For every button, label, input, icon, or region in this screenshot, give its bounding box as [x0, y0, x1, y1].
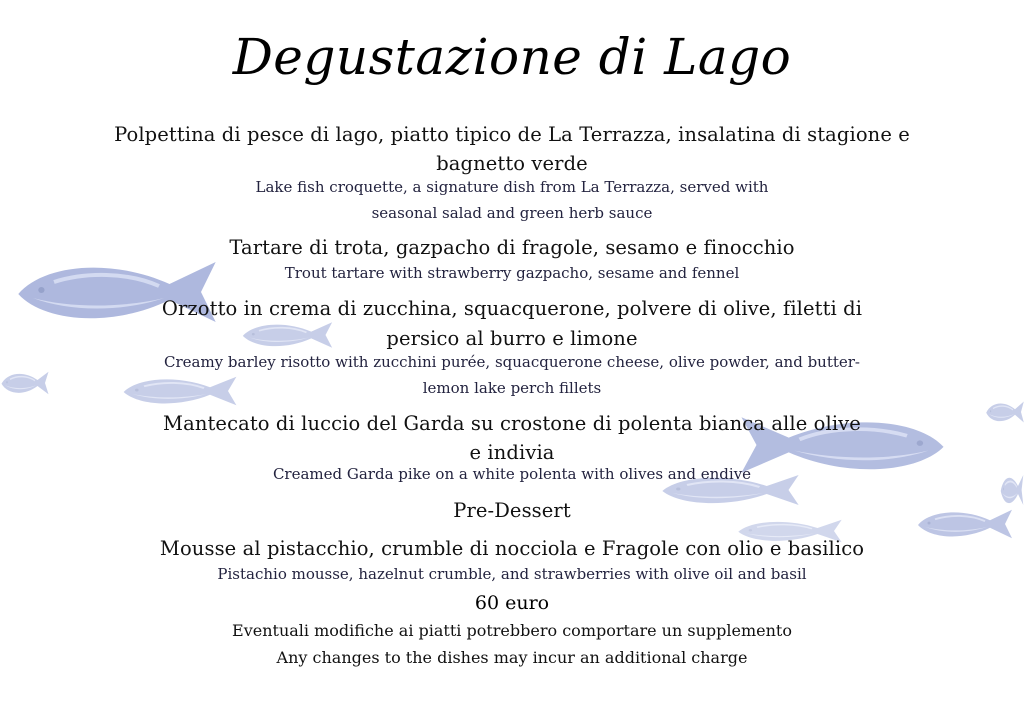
course-1-english-line-2: seasonal salad and green herb sauce	[371, 204, 653, 222]
course-3-italian-line-2: persico al burro e limone	[386, 327, 638, 350]
pre-dessert-label: Pre-Dessert	[453, 499, 571, 522]
course-4-english-line-1: Creamed Garda pike on a white polenta with olives and endive	[272, 465, 752, 483]
menu-price: 60 euro	[474, 592, 550, 614]
supplement-note-italian: Eventuali modifiche ai piatti potrebbero comportare un supplemento	[232, 621, 792, 640]
course-1-english-line-1: Lake fish croquette, a signature dish from La Terrazza, served with	[255, 178, 769, 196]
dessert-english-line-1: Pistachio mousse, hazelnut crumble, and strawberries with olive oil and basil	[217, 565, 807, 583]
course-1-italian-line-2: bagnetto verde	[436, 152, 588, 175]
course-3-english-line-2: lemon lake perch fillets	[422, 379, 602, 397]
course-2-italian-line-1: Tartare di trota, gazpacho di fragole, sesamo e finocchio	[229, 236, 795, 259]
course-2-english-line-1: Trout tartare with strawberry gazpacho, sesame and fennel	[284, 264, 740, 282]
menu-title: Degustazione di Lago	[232, 28, 792, 86]
course-4-italian-line-2: e indivia	[469, 441, 555, 464]
course-1-italian-line-1: Polpettina di pesce di lago, piatto tipico de La Terrazza, insalatina di stagione e	[114, 123, 910, 146]
course-3-english-line-1: Creamy barley risotto with zucchini purée, squacquerone cheese, olive powder, and butter-	[163, 353, 861, 371]
dessert-italian-line-1: Mousse al pistacchio, crumble di nocciola e Fragole con olio e basilico	[159, 537, 865, 560]
supplement-note-english: Any changes to the dishes may incur an additional charge	[276, 648, 748, 667]
course-3-italian-line-1: Orzotto in crema di zucchina, squacquerone, polvere di olive, filetti di	[161, 297, 863, 320]
course-4-italian-line-1: Mantecato di luccio del Garda su crostone di polenta bianca alle olive	[163, 412, 861, 435]
